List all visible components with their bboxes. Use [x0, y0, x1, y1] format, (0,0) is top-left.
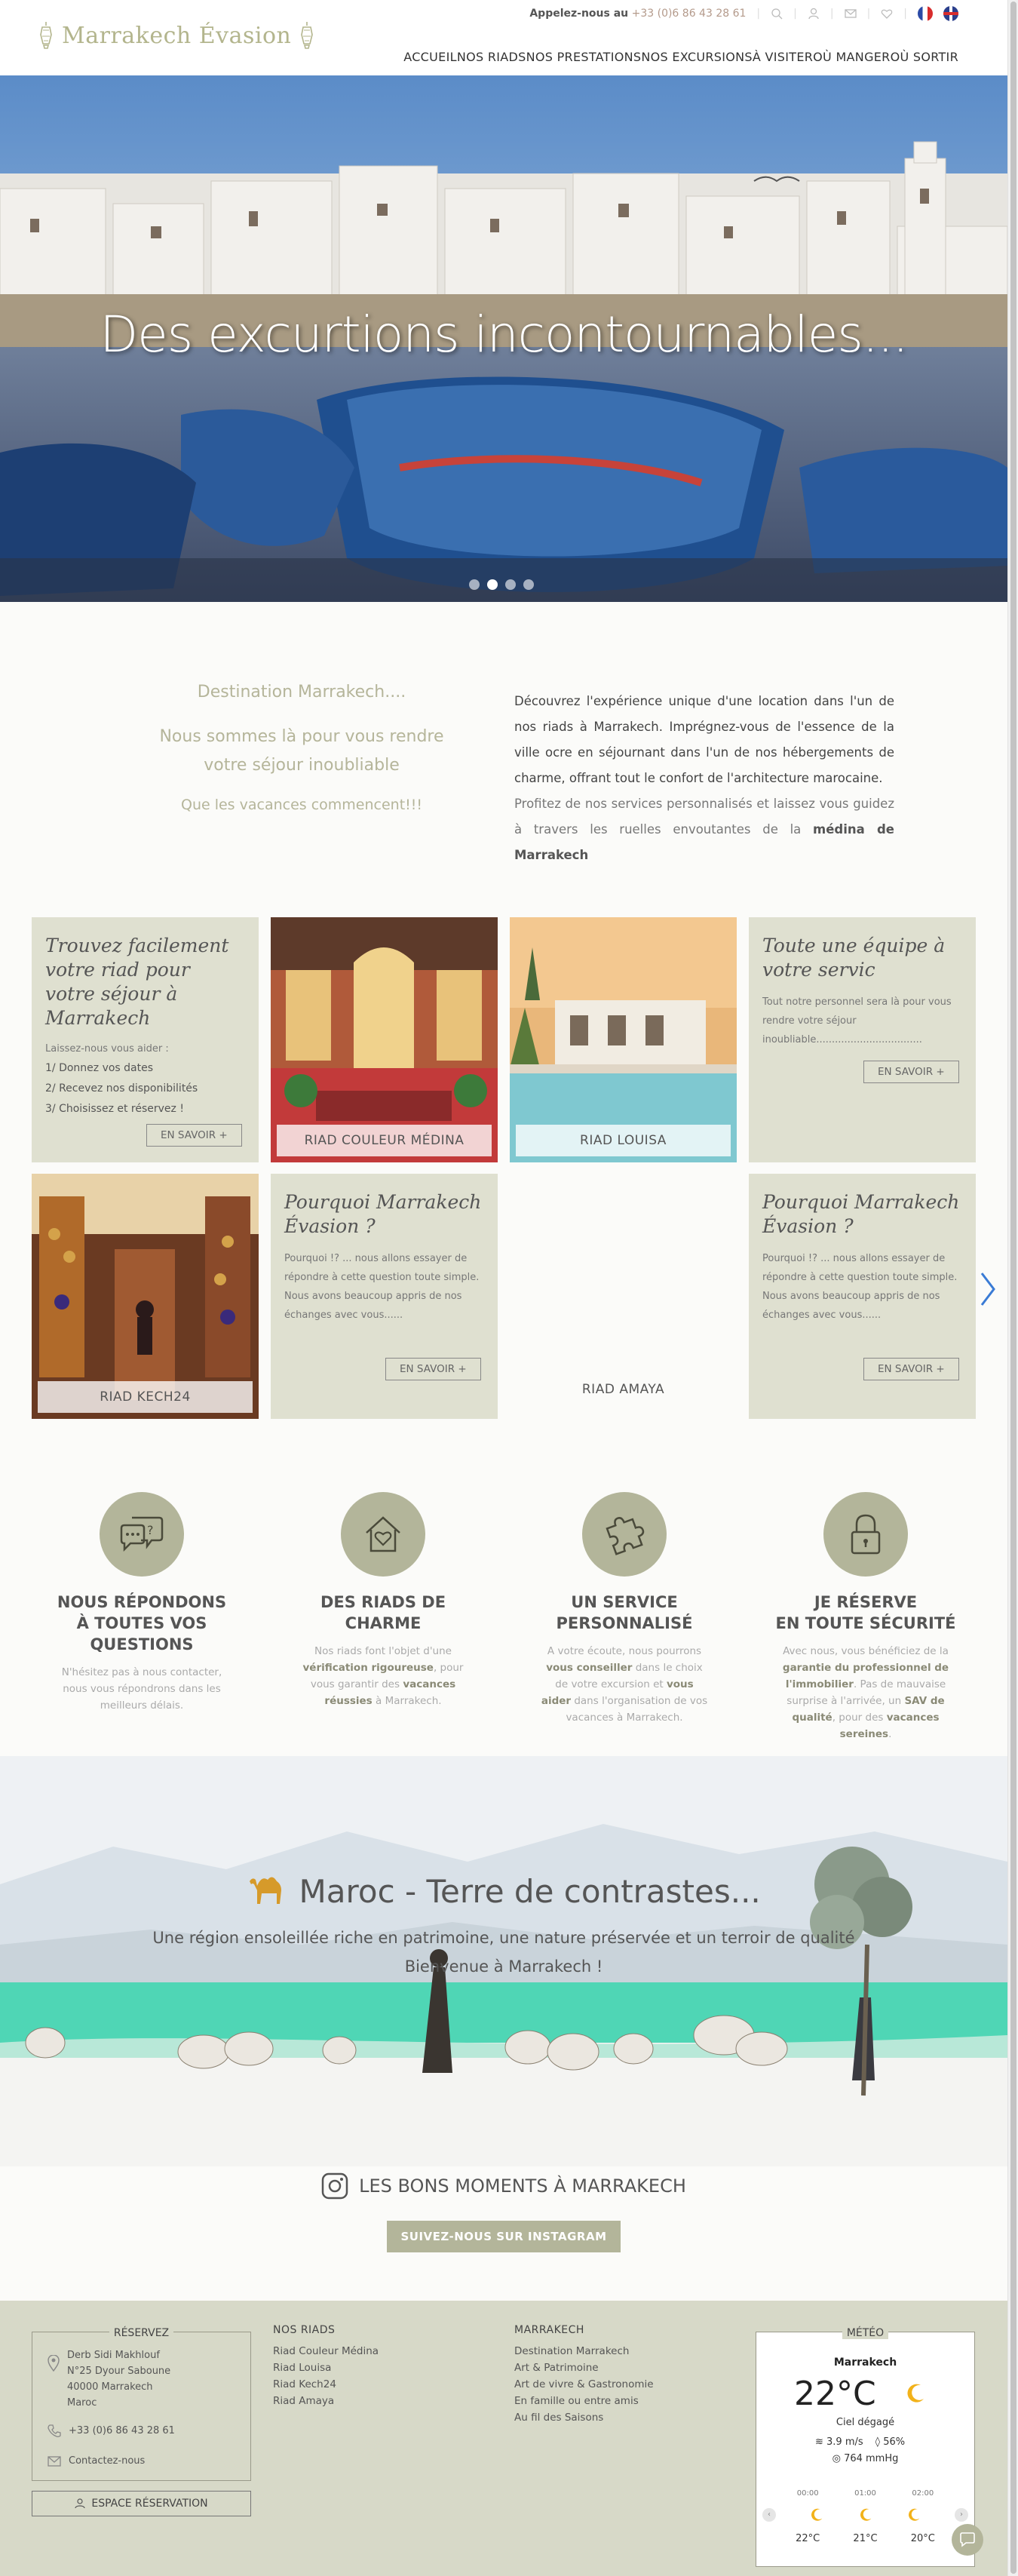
- maroc-line: Une région ensoleillée riche en patrimoine, une nature préservée et un terroir de qualité: [152, 1929, 855, 1947]
- weather-widget: [756, 2327, 975, 2567]
- instagram-section: [0, 2172, 1007, 2252]
- weather-wind: ≋ 3.9 m/s: [815, 2436, 863, 2448]
- weather-city: Marrakech: [833, 2356, 897, 2369]
- feature-text: Nos riads font l'objet d'une vérification rigoureuse, pour vous garantir des vacances réussies à Marrakech.: [302, 1645, 464, 1707]
- weather-details: [815, 2436, 905, 2448]
- heart-icon[interactable]: [881, 8, 893, 20]
- nav-item-manger[interactable]: OÙ MANGER: [813, 50, 891, 64]
- address-line: Maroc: [67, 2397, 97, 2409]
- reserve-box: [32, 2327, 251, 2481]
- footer-marrakech: [514, 2322, 654, 2426]
- phone-number[interactable]: +33 (0)6 86 43 28 61: [631, 8, 747, 20]
- footer-col-title: NOS RIADS: [273, 2324, 336, 2336]
- house-heart-icon: [362, 1513, 404, 1555]
- mail-icon: [48, 2456, 61, 2467]
- feature-service: [526, 1492, 722, 1726]
- maroc-subtitle: [151, 1924, 857, 1981]
- feature-title: NOUS RÉPONDONS À TOUTES VOS QUESTIONS: [57, 1593, 227, 1653]
- footer-link[interactable]: Riad Couleur Médina: [273, 2345, 379, 2357]
- hour-label: 01:00: [854, 2489, 876, 2498]
- riad-card-empty[interactable]: [510, 1174, 737, 1419]
- weather-title: MÉTÉO: [756, 2325, 974, 2339]
- logo[interactable]: [38, 21, 315, 50]
- mail-icon[interactable]: [845, 8, 857, 20]
- step-item: 2/ Recevez nos disponibilités: [45, 1082, 198, 1095]
- instagram-title: LES BONS MOMENTS À MARRAKECH: [0, 2172, 1007, 2200]
- intro-left: [151, 683, 452, 813]
- riad-card[interactable]: [510, 917, 737, 1162]
- find-riad-card: [32, 917, 259, 1162]
- hero-slider: [0, 75, 1007, 602]
- topbar: Appelez-nous au +33 (0)6 86 43 28 61 | | | | |: [529, 6, 958, 21]
- lantern-icon: [299, 21, 315, 50]
- riad-card[interactable]: [271, 917, 498, 1162]
- main-nav: [403, 50, 958, 64]
- chevron-left-icon[interactable]: ‹: [762, 2508, 776, 2522]
- search-icon[interactable]: [771, 8, 783, 20]
- map-pin-icon: [48, 2355, 60, 2372]
- brand-name: Marrakech Évasion: [62, 22, 292, 49]
- card-text: Pourquoi !? ... nous allons essayer de répondre à cette question toute simple. Nous avons beaucoup appris de nos échanges avec vous......: [762, 1253, 958, 1321]
- feature-circle: [100, 1492, 184, 1577]
- chevron-right-icon[interactable]: ›: [955, 2508, 968, 2522]
- weather-pressure: ◎ 764 mmHg: [832, 2453, 899, 2464]
- step-item: 3/ Choisissez et réservez !: [45, 1103, 184, 1115]
- chat-button[interactable]: [952, 2524, 983, 2556]
- intro-text: [514, 689, 894, 868]
- team-card: [749, 917, 976, 1162]
- reserve-title: RÉSERVEZ: [32, 2325, 250, 2339]
- feature-circle: [823, 1492, 908, 1577]
- chat-bubble-icon: [959, 2532, 976, 2547]
- address: [48, 2347, 170, 2411]
- nav-item-excursions[interactable]: NOS EXCURSIONS: [641, 50, 753, 64]
- riad-card[interactable]: [32, 1174, 259, 1419]
- card-title: Toute une équipe à votre servic: [762, 935, 946, 981]
- riad-caption: RIAD LOUISA: [516, 1125, 731, 1156]
- en-savoir-button[interactable]: EN SAVOIR +: [863, 1358, 959, 1380]
- nav-item-riads[interactable]: NOS RIADS: [456, 50, 526, 64]
- weather-hours: [779, 2489, 952, 2498]
- slider-dots: [469, 579, 534, 590]
- feature-answers: [44, 1492, 240, 1714]
- user-icon: [75, 2498, 85, 2509]
- camel-icon: [247, 1869, 289, 1907]
- footer-link[interactable]: Riad Amaya: [273, 2395, 335, 2407]
- step-item: 1/ Donnez vos dates: [45, 1062, 154, 1074]
- moon-icon: [858, 2507, 873, 2522]
- feature-text: Avec nous, vous bénéficiez de la garantie du professionnel de l'immobilier. Pas de mauvaise surprise à l'arrivée, un SAV de qualité, pour des vacances sereines.: [782, 1645, 949, 1740]
- moon-icon: [906, 2507, 921, 2522]
- hour-temp: 20°C: [910, 2533, 935, 2544]
- phone-icon: [48, 2424, 61, 2438]
- footer-phone[interactable]: +33 (0)6 86 43 28 61: [48, 2423, 175, 2439]
- weather-temp: 22°C: [794, 2375, 876, 2413]
- scrollbar[interactable]: [1007, 0, 1018, 2576]
- footer-riads: [273, 2322, 379, 2409]
- nav-item-prestations[interactable]: NOS PRESTATIONS: [526, 50, 642, 64]
- slider-dot[interactable]: [487, 579, 498, 590]
- lantern-icon: [38, 21, 54, 50]
- feature-text: A votre écoute, nous pourrons vous conseiller dans le choix de votre excursion et vous aider dans l'organisation de vos vacances à Marrakech.: [541, 1645, 708, 1724]
- feature-title: DES RIADS DE CHARME: [320, 1593, 446, 1632]
- en-savoir-button[interactable]: EN SAVOIR +: [146, 1124, 242, 1147]
- intro-title: Destination Marrakech....: [197, 683, 406, 702]
- intro-paragraph: Découvrez l'expérience unique d'une location dans l'un de nos riads à Marrakech. Imprégnez-vous de l'essence de la ville ocre en séjournant dans l'un de nos hébergements de charme, offrant tout le confort de l'architecture marocaine.: [514, 694, 894, 785]
- feature-title: JE RÉSERVE EN TOUTE SÉCURITÉ: [775, 1593, 956, 1632]
- en-savoir-button[interactable]: EN SAVOIR +: [863, 1061, 959, 1083]
- intro-line: votre séjour inoubliable: [204, 756, 400, 775]
- feature-text: N'hésitez pas à nous contacter, nous vous répondrons dans les meilleurs délais.: [61, 1666, 222, 1712]
- slider-dot[interactable]: [523, 579, 534, 590]
- weather-humidity: ◊ 56%: [875, 2436, 906, 2448]
- scrollbar-thumb[interactable]: [1010, 2, 1016, 2574]
- booking-space-button[interactable]: ESPACE RÉSERVATION: [32, 2491, 251, 2516]
- feature-circle: [341, 1492, 425, 1577]
- hour-label: 02:00: [912, 2489, 934, 2498]
- footer-link[interactable]: Au fil des Saisons: [514, 2412, 604, 2424]
- puzzle-icon: [603, 1512, 646, 1556]
- card-text: Tout notre personnel sera là pour vous rendre votre séjour inoubliable..................................: [762, 996, 952, 1045]
- chat-question-icon: [118, 1513, 165, 1555]
- feature-title: UN SERVICE PERSONNALISÉ: [556, 1593, 693, 1632]
- svg-text:?: ?: [147, 1523, 154, 1537]
- weather-condition: Ciel dégagé: [836, 2417, 895, 2428]
- why-card: [271, 1174, 498, 1419]
- steps-list: [45, 1058, 245, 1119]
- address-line: N°25 Dyour Saboune: [67, 2366, 171, 2377]
- feature-riads: [285, 1492, 481, 1709]
- weather-hour-temps: [779, 2533, 952, 2544]
- instagram-icon: [321, 2172, 348, 2200]
- nav-item-visiter[interactable]: À VISITER: [752, 50, 814, 64]
- nav-item-sortir[interactable]: OÙ SORTIR: [890, 50, 958, 64]
- maroc-title: Maroc - Terre de contrastes...: [0, 1869, 1007, 1910]
- riad-caption: RIAD AMAYA: [581, 1382, 665, 1397]
- address-line: Derb Sidi Makhlouf: [67, 2350, 160, 2361]
- address-line: 40000 Marrakech: [67, 2381, 153, 2393]
- follow-instagram-button[interactable]: SUIVEZ-NOUS SUR INSTAGRAM: [387, 2221, 620, 2252]
- slider-dot[interactable]: [469, 579, 480, 590]
- footer-link[interactable]: Art de vivre & Gastronomie: [514, 2378, 654, 2390]
- card-text: Pourquoi !? ... nous allons essayer de répondre à cette question toute simple. Nous avons beaucoup appris de nos échanges avec vous......: [284, 1253, 480, 1321]
- phone-label: Appelez-nous au +33 (0)6 86 43 28 61: [529, 8, 747, 20]
- en-flag-icon[interactable]: [943, 6, 958, 21]
- moon-icon: [809, 2507, 824, 2522]
- weather-hourly-row: [762, 2507, 968, 2522]
- hour-temp: 21°C: [853, 2533, 878, 2544]
- feature-security: [768, 1492, 964, 1742]
- card-title: Pourquoi Marrakech Évasion ?: [284, 1191, 482, 1237]
- why-card: [749, 1174, 976, 1419]
- site-header: [0, 0, 1007, 75]
- footer-link[interactable]: Riad Kech24: [273, 2378, 336, 2390]
- medina-link[interactable]: médina de Marrakech: [514, 822, 894, 862]
- maroc-line: Bienvenue à Marrakech !: [404, 1957, 603, 1976]
- feature-circle: [582, 1492, 667, 1577]
- footer-col-title: MARRAKECH: [514, 2324, 584, 2336]
- footer-link[interactable]: En famille ou entre amis: [514, 2395, 639, 2407]
- carousel-next-arrow-icon[interactable]: [979, 1272, 997, 1306]
- maroc-banner: [0, 1756, 1007, 2166]
- lock-icon: [848, 1512, 884, 1556]
- intro-paragraph: Profitez de nos services personnalisés et laissez vous guidez à travers les ruelles envoutantes de la médina de Marrakech: [514, 797, 894, 862]
- hour-label: 00:00: [796, 2489, 819, 2498]
- moon-icon: [904, 2382, 927, 2405]
- hero-title: Des excurtions incontournables...: [100, 305, 908, 364]
- intro-tagline: Que les vacances commencent!!!: [180, 797, 423, 813]
- fr-flag-icon[interactable]: [918, 6, 933, 21]
- footer-contact-link[interactable]: Contactez-nous: [48, 2453, 145, 2469]
- riad-caption: RIAD KECH24: [38, 1381, 253, 1413]
- card-title: Pourquoi Marrakech Évasion ?: [762, 1191, 960, 1237]
- slider-dot[interactable]: [505, 579, 516, 590]
- card-intro: Laissez-nous vous aider :: [45, 1043, 169, 1055]
- intro-line: Nous sommes là pour vous rendre: [159, 727, 444, 746]
- footer-link[interactable]: Destination Marrakech: [514, 2345, 630, 2357]
- card-title: Trouvez facilement votre riad pour votre séjour à Marrakech: [45, 935, 229, 1029]
- footer-link[interactable]: Riad Louisa: [273, 2362, 332, 2374]
- intro-lines: [151, 723, 452, 780]
- riad-caption: RIAD COULEUR MÉDINA: [277, 1125, 492, 1156]
- nav-item-accueil[interactable]: ACCUEIL: [403, 50, 457, 64]
- user-icon[interactable]: [808, 8, 820, 20]
- footer-link[interactable]: Art & Patrimoine: [514, 2362, 599, 2374]
- en-savoir-button[interactable]: EN SAVOIR +: [385, 1358, 481, 1380]
- hour-temp: 22°C: [796, 2533, 820, 2544]
